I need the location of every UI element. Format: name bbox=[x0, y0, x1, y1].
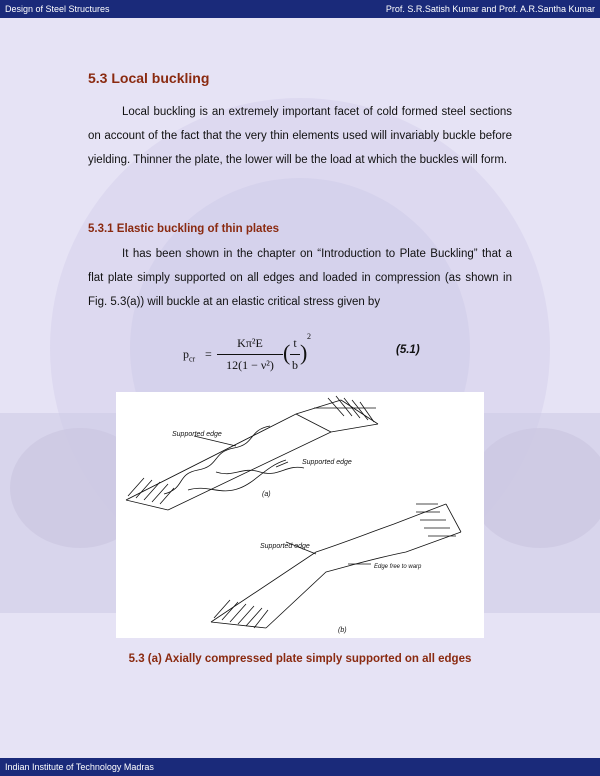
subsection-paragraph: It has been shown in the chapter on “Introduction to Plate Buckling” that a flat plate simply supported on all edges and loaded in compression (as shown in Fig. 5.3(a)) will buckle at an elastic critical stress given by bbox=[88, 248, 512, 308]
section-paragraph: Local buckling is an extremely important facet of cold formed steel sections on account of the fact that the very thin elements used will invariably buckle before yielding. Thinner the plate, the lower will be the load at which the buckles will form. bbox=[88, 106, 512, 166]
fig-tag-a: (a) bbox=[262, 491, 271, 498]
fig-label-b1: Supported edge bbox=[260, 543, 310, 550]
header-bar bbox=[0, 0, 600, 18]
subsection-title: 5.3.1 Elastic buckling of thin plates bbox=[88, 223, 280, 235]
eq-b: b bbox=[292, 358, 298, 372]
equation-5-1: $p_{cr}$ = Kπ²E 12(1 − ν²) ( t b ) 2 bbox=[183, 332, 311, 372]
equation-number: (5.1) bbox=[396, 344, 420, 356]
figure-caption: 5.3 (a) Axially compressed plate simply supported on all edges bbox=[128, 653, 472, 665]
fig-tag-b: (b) bbox=[338, 627, 347, 634]
fig-label-a2: Supported edge bbox=[302, 459, 352, 466]
eq-exponent: 2 bbox=[307, 332, 311, 341]
eq-fraction-bar bbox=[217, 354, 283, 355]
fig-label-a1: Supported edge bbox=[172, 431, 222, 438]
header-authors: Prof. S.R.Satish Kumar and Prof. A.R.Santha Kumar bbox=[385, 4, 595, 14]
eq-denominator: 12(1 − ν²) bbox=[226, 358, 274, 372]
section-title: 5.3 Local buckling bbox=[88, 70, 210, 86]
footer-institute: Indian Institute of Technology Madras bbox=[5, 762, 154, 772]
header-course-title: Design of Steel Structures bbox=[5, 4, 110, 14]
footer-bar bbox=[0, 758, 600, 776]
figure-5-3 bbox=[116, 392, 484, 638]
eq-lhs: $p_{cr}$ bbox=[183, 347, 196, 364]
eq-t: t bbox=[293, 336, 297, 350]
eq-numerator: Kπ²E bbox=[237, 336, 263, 350]
plate-diagram bbox=[116, 392, 484, 638]
fig-label-b2: Edge free to warp bbox=[374, 564, 422, 570]
